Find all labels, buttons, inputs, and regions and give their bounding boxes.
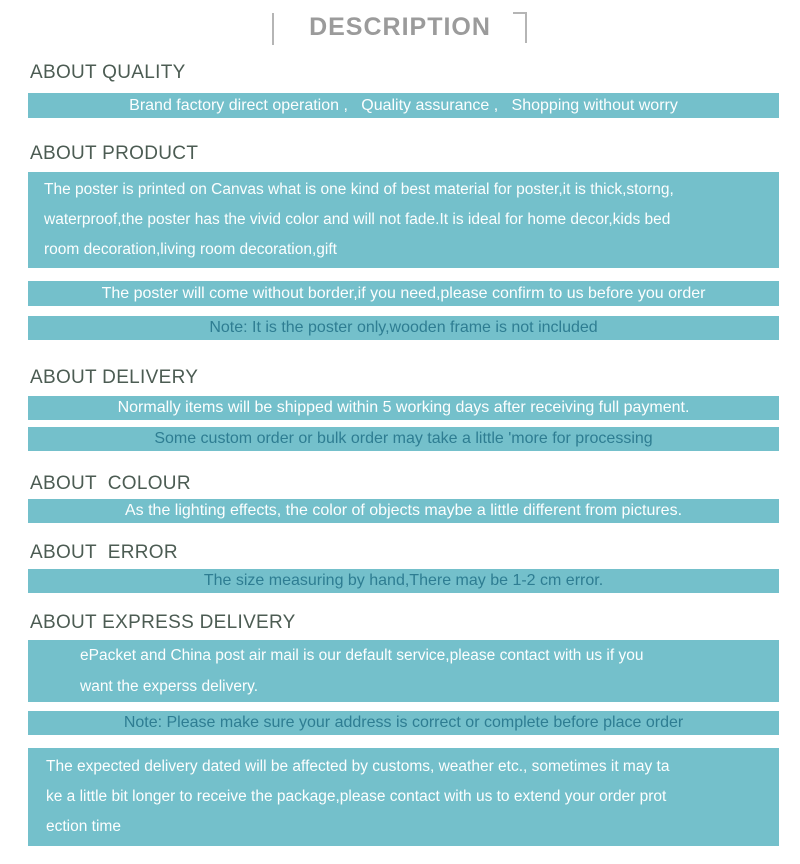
express-service-line: ePacket and China post air mail is our default service,please contact with us if you (80, 647, 644, 664)
express-service-line: want the experss delivery. (80, 678, 259, 695)
quality-bar: Brand factory direct operation , Quality assurance , Shopping without worry (28, 93, 779, 118)
product-description-line: waterproof,the poster has the vivid color and will not fade.It is ideal for home decor,kids bed (44, 211, 671, 228)
expected-delivery-line: ke a little bit longer to receive the package,please contact with us to extend your order prot (46, 788, 667, 805)
section-heading-express-delivery: ABOUT EXPRESS DELIVERY (30, 612, 296, 633)
expected-delivery-line: The expected delivery dated will be affected by customs, weather etc., sometimes it may ta (46, 758, 670, 775)
section-heading-product: ABOUT PRODUCT (30, 143, 199, 164)
delivery-shipping-bar: Normally items will be shipped within 5 working days after receiving full payment. (28, 396, 779, 420)
header-corner-bracket-icon (513, 12, 527, 43)
product-note-bar: Note: It is the poster only,wooden frame is not included (28, 316, 779, 340)
product-description-box (28, 172, 779, 268)
express-service-box (28, 640, 779, 702)
section-heading-quality: ABOUT QUALITY (30, 62, 186, 83)
page-title: DESCRIPTION (309, 13, 491, 41)
expected-delivery-line: ection time (46, 818, 121, 835)
error-size-bar: The size measuring by hand,There may be 1-2 cm error. (28, 569, 779, 593)
product-description-line: room decoration,living room decoration,gift (44, 241, 337, 258)
section-heading-delivery: ABOUT DELIVERY (30, 367, 199, 388)
delivery-custom-order-bar: Some custom order or bulk order may take a little 'more for processing (28, 427, 779, 451)
colour-lighting-bar: As the lighting effects, the color of objects maybe a little different from pictures. (28, 499, 779, 523)
expected-delivery-box (28, 748, 779, 846)
express-address-note-bar: Note: Please make sure your address is correct or complete before place order (28, 711, 779, 735)
description-header (0, 0, 800, 56)
section-heading-error: ABOUT ERROR (30, 542, 178, 563)
section-heading-colour: ABOUT COLOUR (30, 473, 191, 494)
product-description-line: The poster is printed on Canvas what is one kind of best material for poster,it is thick,storng, (44, 181, 674, 198)
product-border-bar: The poster will come without border,if you need,please confirm to us before you order (28, 281, 779, 306)
